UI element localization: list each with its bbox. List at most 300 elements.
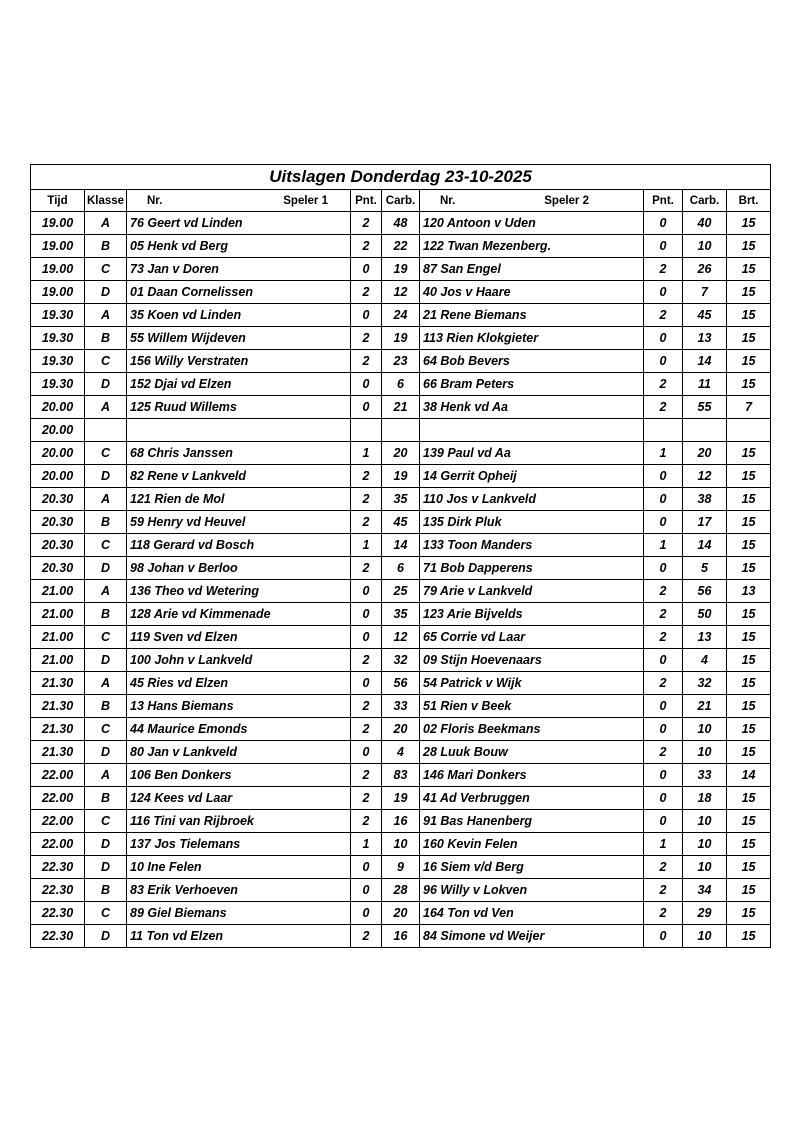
header-speler1-label: Speler 1 <box>283 194 328 207</box>
cell-speler2: 84 Simone vd Weijer <box>420 925 644 948</box>
cell-klasse: B <box>85 327 127 350</box>
cell-brt <box>727 419 771 442</box>
cell-carb2: 29 <box>683 902 727 925</box>
cell-pnt2: 2 <box>644 603 683 626</box>
cell-pnt2: 1 <box>644 833 683 856</box>
cell-brt: 15 <box>727 258 771 281</box>
cell-pnt1: 1 <box>351 534 382 557</box>
table-row <box>31 718 771 741</box>
cell-speler2: 64 Bob Bevers <box>420 350 644 373</box>
cell-pnt1: 2 <box>351 511 382 534</box>
cell-brt: 15 <box>727 534 771 557</box>
cell-klasse: B <box>85 695 127 718</box>
cell-speler2: 38 Henk vd Aa <box>420 396 644 419</box>
cell-carb2: 45 <box>683 304 727 327</box>
cell-pnt2: 0 <box>644 212 683 235</box>
cell-pnt1 <box>351 419 382 442</box>
cell-carb1: 83 <box>382 764 420 787</box>
cell-speler2: 123 Arie Bijvelds <box>420 603 644 626</box>
cell-klasse: B <box>85 511 127 534</box>
table-row <box>31 764 771 787</box>
cell-carb1: 20 <box>382 718 420 741</box>
cell-carb1: 35 <box>382 603 420 626</box>
cell-pnt1: 2 <box>351 695 382 718</box>
cell-klasse: A <box>85 488 127 511</box>
table-row <box>31 925 771 948</box>
cell-carb1: 12 <box>382 281 420 304</box>
cell-brt: 15 <box>727 350 771 373</box>
cell-carb1: 6 <box>382 373 420 396</box>
cell-pnt1: 0 <box>351 902 382 925</box>
table-row <box>31 511 771 534</box>
header-klasse: Klasse <box>85 190 127 212</box>
cell-carb2: 10 <box>683 741 727 764</box>
cell-pnt1: 0 <box>351 741 382 764</box>
cell-klasse: D <box>85 925 127 948</box>
cell-speler1: 125 Ruud Willems <box>127 396 351 419</box>
cell-klasse: D <box>85 833 127 856</box>
header-nr2: Nr. <box>440 194 456 207</box>
cell-carb2: 32 <box>683 672 727 695</box>
cell-klasse: D <box>85 373 127 396</box>
cell-klasse: C <box>85 442 127 465</box>
cell-speler1: 68 Chris Janssen <box>127 442 351 465</box>
cell-klasse: B <box>85 603 127 626</box>
cell-carb1: 19 <box>382 787 420 810</box>
cell-pnt2: 1 <box>644 442 683 465</box>
cell-speler1 <box>127 419 351 442</box>
cell-carb1: 12 <box>382 626 420 649</box>
cell-brt: 15 <box>727 810 771 833</box>
cell-carb2: 50 <box>683 603 727 626</box>
table-row <box>31 258 771 281</box>
cell-brt: 15 <box>727 281 771 304</box>
cell-carb2: 10 <box>683 810 727 833</box>
cell-speler2: 96 Willy v Lokven <box>420 879 644 902</box>
cell-tijd: 22.00 <box>31 810 85 833</box>
cell-klasse <box>85 419 127 442</box>
cell-pnt1: 2 <box>351 649 382 672</box>
cell-tijd: 21.30 <box>31 718 85 741</box>
cell-speler1: 98 Johan v Berloo <box>127 557 351 580</box>
cell-tijd: 19.00 <box>31 212 85 235</box>
cell-pnt2: 0 <box>644 350 683 373</box>
cell-carb1: 19 <box>382 465 420 488</box>
results-body <box>31 212 771 948</box>
cell-speler2: 133 Toon Manders <box>420 534 644 557</box>
cell-speler1: 156 Willy Verstraten <box>127 350 351 373</box>
table-row <box>31 235 771 258</box>
cell-carb2: 12 <box>683 465 727 488</box>
cell-speler1: 73 Jan v Doren <box>127 258 351 281</box>
cell-carb2: 13 <box>683 626 727 649</box>
cell-klasse: D <box>85 856 127 879</box>
cell-pnt2: 2 <box>644 879 683 902</box>
cell-speler1: 124 Kees vd Laar <box>127 787 351 810</box>
header-speler2-label: Speler 2 <box>544 194 589 207</box>
cell-tijd: 19.30 <box>31 373 85 396</box>
cell-pnt1: 0 <box>351 396 382 419</box>
cell-speler2: 71 Bob Dapperens <box>420 557 644 580</box>
cell-speler1: 100 John v Lankveld <box>127 649 351 672</box>
cell-pnt2: 2 <box>644 304 683 327</box>
cell-pnt2: 2 <box>644 902 683 925</box>
table-row <box>31 833 771 856</box>
table-row <box>31 741 771 764</box>
cell-klasse: A <box>85 212 127 235</box>
cell-tijd: 21.00 <box>31 603 85 626</box>
cell-pnt2: 0 <box>644 465 683 488</box>
cell-speler2: 40 Jos v Haare <box>420 281 644 304</box>
cell-speler1: 89 Giel Biemans <box>127 902 351 925</box>
table-row <box>31 281 771 304</box>
cell-pnt1: 0 <box>351 258 382 281</box>
cell-pnt2: 0 <box>644 695 683 718</box>
cell-pnt1: 2 <box>351 557 382 580</box>
table-row <box>31 327 771 350</box>
cell-speler2: 41 Ad Verbruggen <box>420 787 644 810</box>
cell-tijd: 19.00 <box>31 235 85 258</box>
cell-brt: 15 <box>727 373 771 396</box>
cell-klasse: D <box>85 281 127 304</box>
cell-pnt1: 2 <box>351 235 382 258</box>
cell-brt: 15 <box>727 488 771 511</box>
cell-carb1: 22 <box>382 235 420 258</box>
cell-pnt2: 0 <box>644 764 683 787</box>
table-row <box>31 304 771 327</box>
cell-pnt1: 0 <box>351 603 382 626</box>
cell-tijd: 22.00 <box>31 787 85 810</box>
cell-carb2: 17 <box>683 511 727 534</box>
cell-speler2: 79 Arie v Lankveld <box>420 580 644 603</box>
cell-carb2: 5 <box>683 557 727 580</box>
cell-speler2: 113 Rien Klokgieter <box>420 327 644 350</box>
cell-tijd: 20.30 <box>31 557 85 580</box>
header-brt: Brt. <box>727 190 771 212</box>
cell-speler1: 119 Sven vd Elzen <box>127 626 351 649</box>
cell-pnt2: 1 <box>644 534 683 557</box>
cell-tijd: 20.30 <box>31 534 85 557</box>
cell-carb2: 21 <box>683 695 727 718</box>
table-row <box>31 649 771 672</box>
cell-tijd: 22.00 <box>31 833 85 856</box>
cell-pnt2: 2 <box>644 373 683 396</box>
cell-speler2: 110 Jos v Lankveld <box>420 488 644 511</box>
cell-klasse: C <box>85 534 127 557</box>
cell-carb1: 32 <box>382 649 420 672</box>
cell-carb2: 20 <box>683 442 727 465</box>
cell-pnt1: 1 <box>351 833 382 856</box>
cell-speler1: 152 Djai vd Elzen <box>127 373 351 396</box>
cell-carb2: 10 <box>683 856 727 879</box>
table-row <box>31 373 771 396</box>
cell-pnt1: 2 <box>351 350 382 373</box>
cell-pnt1: 0 <box>351 304 382 327</box>
cell-tijd: 21.30 <box>31 695 85 718</box>
cell-carb1: 28 <box>382 879 420 902</box>
cell-pnt2: 0 <box>644 235 683 258</box>
cell-brt: 15 <box>727 327 771 350</box>
cell-pnt1: 2 <box>351 925 382 948</box>
results-sheet <box>30 164 770 948</box>
cell-pnt2: 2 <box>644 741 683 764</box>
header-carb1: Carb. <box>382 190 420 212</box>
cell-pnt1: 2 <box>351 810 382 833</box>
table-row <box>31 419 771 442</box>
header-tijd: Tijd <box>31 190 85 212</box>
cell-speler1: 118 Gerard vd Bosch <box>127 534 351 557</box>
cell-klasse: C <box>85 350 127 373</box>
cell-carb1: 35 <box>382 488 420 511</box>
cell-pnt2: 0 <box>644 511 683 534</box>
cell-klasse: A <box>85 304 127 327</box>
table-row <box>31 488 771 511</box>
cell-klasse: D <box>85 649 127 672</box>
cell-pnt1: 2 <box>351 488 382 511</box>
cell-speler2: 164 Ton vd Ven <box>420 902 644 925</box>
cell-speler2 <box>420 419 644 442</box>
cell-speler1: 35 Koen vd Linden <box>127 304 351 327</box>
cell-klasse: C <box>85 902 127 925</box>
cell-carb2: 38 <box>683 488 727 511</box>
cell-pnt1: 0 <box>351 672 382 695</box>
header-carb2: Carb. <box>683 190 727 212</box>
cell-speler1: 44 Maurice Emonds <box>127 718 351 741</box>
cell-pnt2: 0 <box>644 488 683 511</box>
cell-speler2: 14 Gerrit Opheij <box>420 465 644 488</box>
cell-speler2: 139 Paul vd Aa <box>420 442 644 465</box>
cell-klasse: B <box>85 787 127 810</box>
cell-brt: 15 <box>727 833 771 856</box>
header-row <box>31 190 771 212</box>
cell-pnt2: 2 <box>644 580 683 603</box>
cell-carb2: 55 <box>683 396 727 419</box>
cell-pnt1: 2 <box>351 212 382 235</box>
cell-pnt2 <box>644 419 683 442</box>
cell-speler2: 160 Kevin Felen <box>420 833 644 856</box>
cell-speler1: 01 Daan Cornelissen <box>127 281 351 304</box>
cell-brt: 15 <box>727 212 771 235</box>
cell-carb2: 7 <box>683 281 727 304</box>
cell-tijd: 19.00 <box>31 281 85 304</box>
cell-speler1: 136 Theo vd Wetering <box>127 580 351 603</box>
cell-speler1: 116 Tini van Rijbroek <box>127 810 351 833</box>
cell-klasse: D <box>85 741 127 764</box>
cell-speler2: 09 Stijn Hoevenaars <box>420 649 644 672</box>
cell-brt: 7 <box>727 396 771 419</box>
cell-carb1: 10 <box>382 833 420 856</box>
cell-pnt1: 2 <box>351 764 382 787</box>
cell-pnt2: 0 <box>644 718 683 741</box>
cell-pnt2: 0 <box>644 281 683 304</box>
cell-pnt1: 2 <box>351 281 382 304</box>
table-row <box>31 787 771 810</box>
cell-klasse: B <box>85 879 127 902</box>
cell-brt: 15 <box>727 718 771 741</box>
cell-carb2: 56 <box>683 580 727 603</box>
cell-tijd: 22.30 <box>31 902 85 925</box>
cell-brt: 15 <box>727 695 771 718</box>
cell-speler2: 54 Patrick v Wijk <box>420 672 644 695</box>
table-row <box>31 856 771 879</box>
cell-brt: 15 <box>727 856 771 879</box>
cell-tijd: 22.30 <box>31 925 85 948</box>
cell-speler1: 76 Geert vd Linden <box>127 212 351 235</box>
cell-klasse: C <box>85 626 127 649</box>
cell-brt: 15 <box>727 626 771 649</box>
cell-tijd: 21.00 <box>31 649 85 672</box>
cell-carb2: 34 <box>683 879 727 902</box>
cell-carb1: 20 <box>382 442 420 465</box>
table-row <box>31 534 771 557</box>
cell-carb1: 16 <box>382 810 420 833</box>
cell-speler1: 106 Ben Donkers <box>127 764 351 787</box>
cell-carb1: 48 <box>382 212 420 235</box>
cell-klasse: A <box>85 764 127 787</box>
cell-speler2: 21 Rene Biemans <box>420 304 644 327</box>
cell-carb1: 6 <box>382 557 420 580</box>
cell-speler2: 16 Siem v/d Berg <box>420 856 644 879</box>
cell-pnt2: 2 <box>644 626 683 649</box>
cell-tijd: 22.30 <box>31 879 85 902</box>
cell-speler2: 87 San Engel <box>420 258 644 281</box>
cell-pnt1: 2 <box>351 718 382 741</box>
cell-carb2 <box>683 419 727 442</box>
cell-tijd: 19.30 <box>31 304 85 327</box>
table-row <box>31 672 771 695</box>
cell-tijd: 20.30 <box>31 488 85 511</box>
cell-carb1: 56 <box>382 672 420 695</box>
cell-klasse: A <box>85 672 127 695</box>
cell-speler1: 82 Rene v Lankveld <box>127 465 351 488</box>
cell-carb2: 4 <box>683 649 727 672</box>
cell-klasse: D <box>85 465 127 488</box>
cell-tijd: 22.00 <box>31 764 85 787</box>
table-row <box>31 879 771 902</box>
table-row <box>31 626 771 649</box>
cell-tijd: 20.30 <box>31 511 85 534</box>
cell-brt: 13 <box>727 580 771 603</box>
table-row <box>31 442 771 465</box>
cell-pnt2: 0 <box>644 810 683 833</box>
cell-brt: 15 <box>727 557 771 580</box>
cell-carb1: 24 <box>382 304 420 327</box>
cell-carb1: 14 <box>382 534 420 557</box>
cell-tijd: 19.30 <box>31 350 85 373</box>
cell-brt: 15 <box>727 879 771 902</box>
results-table <box>30 164 771 948</box>
cell-brt: 15 <box>727 902 771 925</box>
cell-speler2: 66 Bram Peters <box>420 373 644 396</box>
cell-tijd: 20.00 <box>31 396 85 419</box>
cell-speler2: 120 Antoon v Uden <box>420 212 644 235</box>
cell-carb1: 45 <box>382 511 420 534</box>
cell-carb2: 14 <box>683 350 727 373</box>
cell-brt: 15 <box>727 603 771 626</box>
table-row <box>31 810 771 833</box>
cell-tijd: 20.00 <box>31 465 85 488</box>
cell-pnt2: 0 <box>644 327 683 350</box>
cell-carb1 <box>382 419 420 442</box>
table-row <box>31 465 771 488</box>
cell-brt: 15 <box>727 672 771 695</box>
cell-pnt1: 0 <box>351 580 382 603</box>
cell-brt: 14 <box>727 764 771 787</box>
cell-pnt1: 0 <box>351 373 382 396</box>
cell-carb1: 23 <box>382 350 420 373</box>
cell-speler1: 11 Ton vd Elzen <box>127 925 351 948</box>
cell-tijd: 21.30 <box>31 672 85 695</box>
table-row <box>31 695 771 718</box>
cell-pnt2: 0 <box>644 557 683 580</box>
cell-carb1: 21 <box>382 396 420 419</box>
cell-tijd: 21.00 <box>31 626 85 649</box>
cell-speler1: 59 Henry vd Heuvel <box>127 511 351 534</box>
cell-tijd: 19.30 <box>31 327 85 350</box>
cell-pnt2: 0 <box>644 649 683 672</box>
cell-brt: 15 <box>727 787 771 810</box>
table-row <box>31 350 771 373</box>
cell-speler1: 13 Hans Biemans <box>127 695 351 718</box>
cell-pnt2: 0 <box>644 925 683 948</box>
cell-klasse: A <box>85 396 127 419</box>
page-title: Uitslagen Donderdag 23-10-2025 <box>31 165 771 190</box>
cell-pnt1: 1 <box>351 442 382 465</box>
cell-brt: 15 <box>727 442 771 465</box>
cell-carb1: 4 <box>382 741 420 764</box>
cell-pnt1: 0 <box>351 626 382 649</box>
cell-carb2: 10 <box>683 235 727 258</box>
cell-carb1: 16 <box>382 925 420 948</box>
header-pnt1: Pnt. <box>351 190 382 212</box>
cell-speler1: 55 Willem Wijdeven <box>127 327 351 350</box>
cell-pnt2: 2 <box>644 396 683 419</box>
cell-klasse: C <box>85 258 127 281</box>
cell-pnt1: 2 <box>351 465 382 488</box>
header-speler2 <box>420 190 644 212</box>
cell-pnt2: 2 <box>644 672 683 695</box>
cell-speler1: 80 Jan v Lankveld <box>127 741 351 764</box>
table-row <box>31 557 771 580</box>
cell-tijd: 21.00 <box>31 580 85 603</box>
cell-carb2: 10 <box>683 833 727 856</box>
cell-speler2: 28 Luuk Bouw <box>420 741 644 764</box>
cell-pnt2: 2 <box>644 258 683 281</box>
cell-speler1: 05 Henk vd Berg <box>127 235 351 258</box>
cell-speler1: 83 Erik Verhoeven <box>127 879 351 902</box>
table-row <box>31 212 771 235</box>
cell-carb2: 18 <box>683 787 727 810</box>
cell-klasse: C <box>85 810 127 833</box>
cell-klasse: A <box>85 580 127 603</box>
cell-carb2: 13 <box>683 327 727 350</box>
cell-speler1: 137 Jos Tielemans <box>127 833 351 856</box>
cell-brt: 15 <box>727 741 771 764</box>
cell-brt: 15 <box>727 235 771 258</box>
cell-tijd: 22.30 <box>31 856 85 879</box>
cell-tijd: 20.00 <box>31 442 85 465</box>
cell-speler2: 51 Rien v Beek <box>420 695 644 718</box>
cell-carb1: 19 <box>382 258 420 281</box>
cell-speler1: 45 Ries vd Elzen <box>127 672 351 695</box>
cell-tijd: 19.00 <box>31 258 85 281</box>
cell-brt: 15 <box>727 511 771 534</box>
header-speler1 <box>127 190 351 212</box>
cell-carb1: 9 <box>382 856 420 879</box>
cell-speler2: 146 Mari Donkers <box>420 764 644 787</box>
cell-carb1: 19 <box>382 327 420 350</box>
table-row <box>31 396 771 419</box>
